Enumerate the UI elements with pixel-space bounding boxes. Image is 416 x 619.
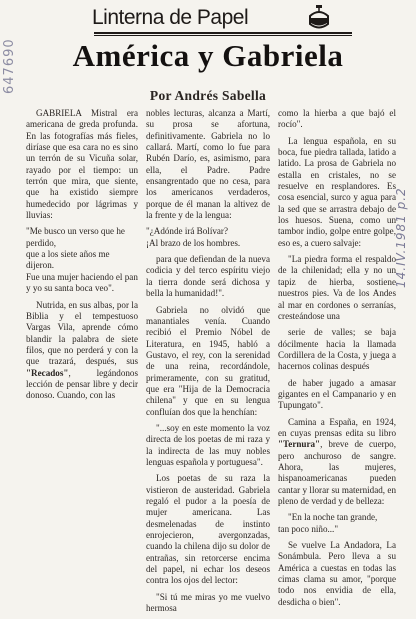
paragraph <box>278 417 396 508</box>
paragraph: para que defiendan de la nueva codicia y del terco espíritu viejo la tierra donde será dichosa y bella la humanidad!". <box>146 254 270 299</box>
column-1 <box>26 108 138 407</box>
column-title: Linterna de Papel <box>92 6 249 29</box>
verse-quote: "En la noche tan grande, tan poco niño..." <box>278 512 378 534</box>
paragraph-text: , breve de cuerpo, pero anchuroso de sangre. Ahora, las mujeres, hispanoamericanas pueden cantar y llorar su maternidad, en pleno de verdad y de belleza: <box>278 439 396 506</box>
archive-number-stamp: 647690 <box>2 38 17 94</box>
quote: serie de valles; se baja dócilmente hacia la llamada Cordillera de la Costa, y juega a hacernos colinas después <box>278 327 396 372</box>
paragraph: La lengua española, en su boca, fue piedra tallada, latido a latido. La prosa de Gabriela no estalla en cristales, no se resuelve en resplandores. Es cosa esencial, surco y agua para la sed que se arrastra debajo de los huesos. Suena, como un tambor indio, golpe entre golpe, eso es, a cuero salvaje: <box>278 135 396 248</box>
quote: "Si tú me miras yo me vuelvo hermosa <box>146 591 270 614</box>
paragraph-text: , legándonos lección de pensar libre y decir donoso. Cuando, con las <box>26 367 138 401</box>
book-title: "Recados" <box>26 367 69 378</box>
article-byline: Por Andrés Sabella <box>149 88 267 103</box>
quote: "La piedra forma el respaldo de la chilenidad; ella y no un tapiz de hierba, sostiene nuestros pies. Va de los Andes al mar en cordones o serranías, cresteándose una <box>278 254 396 321</box>
paragraph <box>26 300 138 402</box>
lantern-icon <box>306 4 332 34</box>
paragraph: Los poetas de su raza la vistieron de austeridad. Gabriela regaló el pudor a la poesía de mujer americana. Las desmelenadas de instinto enrojecieron, avergonzadas, cuando la chilena dijo su dolor de entrañas, sin retorcerse encima del papel, ni echar los deseos contra los ojos del lector: <box>146 473 270 586</box>
header-rule-thin <box>94 35 352 36</box>
column-header <box>92 4 392 34</box>
quote: "...soy en este momento la voz directa de los poetas de mi raza y la indirecta de las muy nobles lenguas española y portuguesa". <box>146 422 270 467</box>
paragraph: Gabriela no olvidó que manantiales venía. Cuando recibió el Premio Nóbel de Literatura, en 1945, habló a Gustavo, el rey, con la serenidad de una reina, recordándole, primeramente, con su gratitud, que era "Hija de la Democracia chilena" y que en su lengua confluían dos que la henchían: <box>146 304 270 417</box>
book-title: "Ternura" <box>278 439 321 450</box>
article-headline: América y Gabriela <box>72 38 344 73</box>
paragraph: nobles lecturas, alcanza a Martí, su prosa se afortuna, definitivamente. Gabriela no lo callará. Martí, como lo fue para Rubén Darío, es, asimismo, para ella, el Padre. Padre ensangrentado que no cesa, para los americanos verdaderos, porque de él manan la altivez de la frente y de la lengua: <box>146 108 270 221</box>
header-rule <box>94 32 352 34</box>
quote: de haber jugado a amasar gigantes en el Campanario y en Tupungato". <box>278 377 396 411</box>
column-3 <box>278 108 396 613</box>
quote: como la hierba a que bajó el rocío". <box>278 108 396 130</box>
verse-quote: "Me busco un verso que he perdido, que a los siete años me dijeron. Fue una mujer haciendo el pan y yo su santa boca veo". <box>26 226 138 294</box>
paragraph: GABRIELA Mistral era americana de greda profunda. En las fotografías más fieles, diríase que esa cara no es sino un terrón de su Vicuña solar, rayado por el tiempo: un terrón que mira, que siente, que ha existido siempre humedecido por lágrimas y lluvias: <box>26 108 138 221</box>
paragraph-text: Camina a España, en 1924, en cuyas prensas edita su libro <box>278 416 396 438</box>
date-stamp: 14.IV.1981 p.2 <box>394 187 408 288</box>
quote: "¿Adónde irá Bolívar? ¡Al brazo de los hombres. <box>146 226 241 248</box>
paragraph: Se vuelve La Andadora, La Sonámbula. Pero lleva a su América a cuestas en todas las cimas clama su amor, "porque todo nos envidia de ella, desdicha o bien". <box>278 540 396 607</box>
paragraph-text: Nutrida, en sus albas, por la Biblia y el tempestuoso Vargas Vila, aprende cómo blandir la palabra de siete filos, que no perderá y con la que trazará, después, sus <box>26 299 138 367</box>
column-2 <box>146 108 270 619</box>
